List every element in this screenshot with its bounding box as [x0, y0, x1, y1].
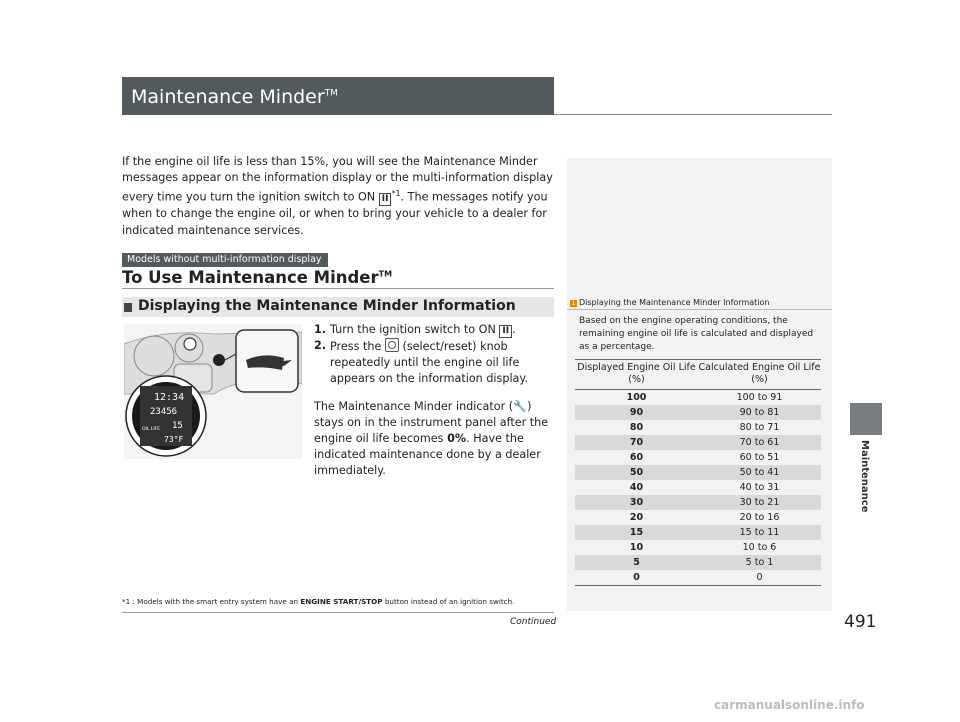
table-row	[575, 435, 821, 450]
page-number: 491	[844, 612, 877, 632]
footnote-ref[interactable]: *1	[391, 189, 401, 199]
indicator-paragraph: The Maintenance Minder indicator (🔧) stays on in the instrument panel after the engine oil life becomes 0%. Have the indicated maintenance done by a dealer immediately.	[314, 400, 549, 477]
odometer-readout: 23456	[150, 407, 178, 417]
displayed-oil-life-cell: 90	[575, 405, 698, 420]
table-header-row	[575, 360, 821, 390]
oil-life-label: OIL LIFE	[142, 427, 161, 432]
table-row	[575, 570, 821, 586]
calculated-oil-life-cell: 80 to 71	[739, 422, 780, 433]
table-header-calculated: Calculated Engine Oil Life (%)	[698, 360, 821, 390]
note-rule	[567, 309, 832, 310]
calculated-oil-life-cell: 20 to 16	[739, 512, 780, 523]
calculated-oil-life-cell: 5 to 1	[698, 555, 821, 570]
note-text: Based on the engine operating conditions, the remaining engine oil life is calculated and displayed as a percentage.	[579, 316, 814, 352]
continued-label: Continued	[510, 617, 557, 627]
calculated-oil-life-cell: 70 to 61	[698, 435, 821, 450]
title-rule	[554, 114, 832, 115]
displayed-oil-life-cell: 10	[629, 542, 644, 553]
watermark: carmanualsonline.info	[714, 698, 865, 712]
step-1: 1. Turn the ignition switch to ON II .	[314, 323, 516, 336]
calculated-oil-life-cell: 30 to 21	[698, 495, 821, 510]
table-row	[575, 465, 821, 480]
displayed-oil-life-cell: 20	[629, 512, 644, 523]
table-row	[575, 510, 821, 525]
calculated-oil-life-cell: 40 to 31	[739, 482, 780, 493]
table-row	[575, 390, 821, 406]
displayed-oil-life-cell: 5	[575, 555, 698, 570]
table-row	[575, 495, 821, 510]
table-header-displayed: Displayed Engine Oil Life (%)	[575, 360, 698, 390]
displayed-oil-life-cell: 100	[626, 392, 647, 403]
temp-readout: 73°F	[164, 435, 184, 444]
calculated-oil-life-cell: 100 to 91	[736, 392, 783, 403]
calculated-oil-life-cell: 50 to 41	[698, 465, 821, 480]
wrench-icon: 🔧	[513, 400, 527, 413]
page-title: Maintenance Minder™	[131, 86, 338, 108]
table-row	[575, 420, 821, 435]
table-row	[575, 405, 821, 420]
oil-percent-readout: 15	[172, 421, 183, 431]
displayed-oil-life-cell: 70	[575, 435, 698, 450]
table-row	[575, 555, 821, 570]
section-rule	[122, 288, 554, 289]
chapter-tab-label: Maintenance	[859, 440, 870, 513]
displayed-oil-life-cell: 50	[575, 465, 698, 480]
table-row	[575, 540, 821, 555]
note-heading: 1 Displaying the Maintenance Minder Information	[571, 298, 770, 307]
calculated-oil-life-cell: 15 to 11	[698, 525, 821, 540]
select-reset-knob-icon	[385, 338, 399, 352]
clock-readout: 12:34	[154, 392, 185, 403]
section-heading: To Use Maintenance Minder™	[122, 268, 393, 287]
displayed-oil-life-cell: 15	[575, 525, 698, 540]
calculated-oil-life-cell: 60 to 51	[739, 452, 780, 463]
calculated-oil-life-cell: 0	[698, 570, 821, 586]
calculated-oil-life-cell: 10 to 6	[742, 542, 777, 553]
displayed-oil-life-cell: 40	[629, 482, 644, 493]
ignition-on-icon: II	[499, 325, 512, 338]
step-2: 2. Press the (select/reset) knob repeatedly until the engine oil life appears on the information display.	[314, 339, 528, 385]
displayed-oil-life-cell: 30	[575, 495, 698, 510]
displayed-oil-life-cell: 80	[629, 422, 644, 433]
ignition-on-icon: II	[379, 193, 392, 206]
subheading-marker-icon	[124, 303, 132, 312]
table-row	[575, 525, 821, 540]
chapter-tab[interactable]	[850, 403, 882, 435]
displayed-oil-life-cell: 0	[575, 570, 698, 586]
steps-list	[314, 322, 554, 387]
intro-paragraph: If the engine oil life is less than 15%, you will see the Maintenance Minder messages appear on the information display or the multi-information display every time you turn the ignition switch to ON II$^{*1}$. The messages notify you when to change the engine oil, or when to bring your vehicle to a dealer for indicated maintenance services.	[122, 155, 553, 237]
footnote-rule	[122, 612, 554, 613]
footnote: *1 : Models with the smart entry system have an ENGINE START/STOP button instead of an ignition switch.	[122, 597, 515, 606]
subheading: Displaying the Maintenance Minder Information	[138, 298, 516, 314]
displayed-oil-life-cell: 60	[629, 452, 644, 463]
calculated-oil-life-cell: 90 to 81	[698, 405, 821, 420]
table-row	[575, 450, 821, 465]
table-row	[575, 480, 821, 495]
instrument-panel-illustration	[124, 324, 302, 459]
model-badge: Models without multi-information display	[122, 253, 328, 267]
note-marker-icon: 1	[571, 300, 576, 307]
oil-life-table	[575, 359, 821, 586]
